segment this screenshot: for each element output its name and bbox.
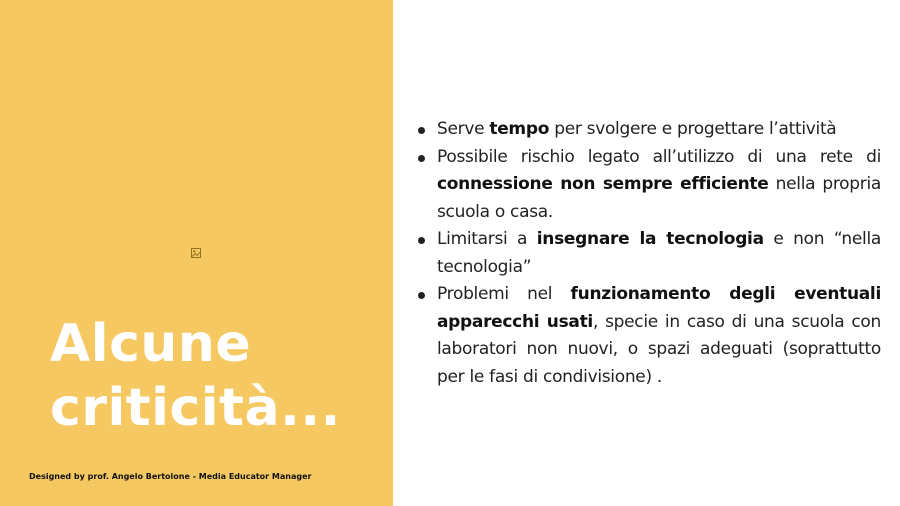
bullet-item — [437, 116, 881, 144]
left-color-panel — [0, 0, 393, 506]
bullet-text: Limitarsi a — [437, 229, 537, 249]
bullet-item — [437, 144, 881, 227]
bullet-text: Problemi nel — [437, 284, 571, 304]
broken-image-icon — [191, 248, 201, 258]
bullet-text: per svolgere e progettare l’attività — [549, 119, 837, 139]
bullet-dot-icon — [418, 127, 425, 134]
bullet-text: Serve — [437, 119, 490, 139]
bullet-bold-text: insegnare la tecnologia — [536, 229, 764, 249]
bullet-text: , specie in caso di una scuola con laboratori non nuovi, o spazi adeguati (soprattutto per le fasi di condivisione) . — [437, 311, 881, 387]
slide-title — [50, 312, 341, 440]
bullet-item — [437, 226, 881, 281]
bullet-bold-text: connessione non sempre efficiente — [437, 174, 769, 194]
bullet-dot-icon — [418, 237, 425, 244]
designer-credit: Designed by prof. Angelo Bertolone - Media Educator Manager — [29, 472, 312, 481]
title-line-2: criticità... — [50, 378, 341, 438]
bullet-text: Possibile rischio legato all’utilizzo di una rete di — [437, 146, 881, 167]
bullet-list — [437, 116, 881, 391]
bullet-item — [437, 281, 881, 391]
bullet-text: e non “nella tecnologia” — [437, 229, 881, 277]
bullet-text: nella propria scuola o casa. — [437, 174, 881, 222]
title-line-1: Alcune — [50, 314, 252, 374]
bullet-dot-icon — [418, 155, 425, 162]
bullet-bold-text: tempo — [489, 119, 550, 139]
bullet-dot-icon — [418, 292, 425, 299]
bullet-bold-text: funzionamento degli eventuali apparecchi usati — [437, 284, 881, 332]
